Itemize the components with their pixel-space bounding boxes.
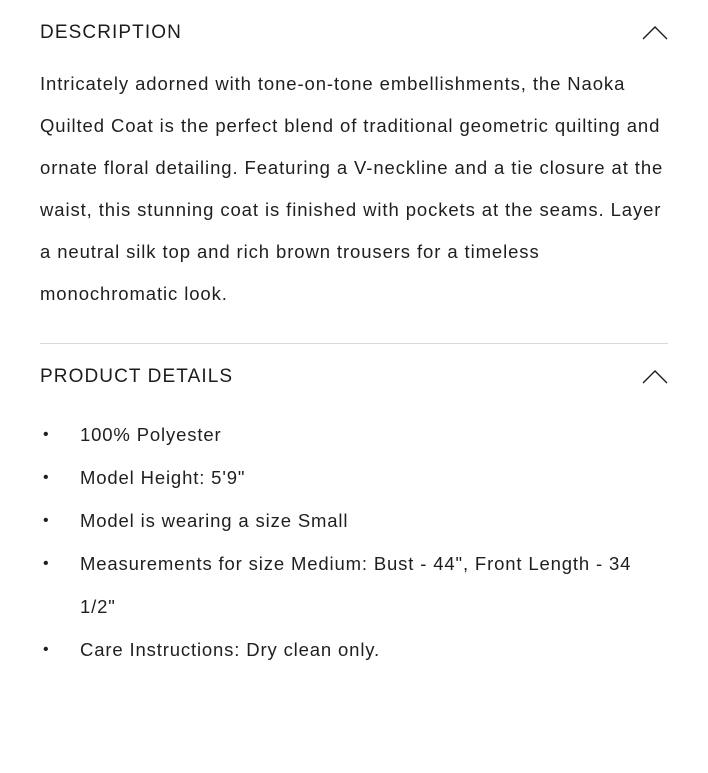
- list-item: [40, 499, 668, 542]
- list-item-label: Model is wearing a size Small: [80, 509, 349, 531]
- list-item-label: Care Instructions: Dry clean only.: [80, 638, 380, 660]
- description-section: [40, 0, 668, 333]
- product-details-section-body: [40, 413, 668, 689]
- description-section-title: DESCRIPTION: [40, 22, 182, 43]
- chevron-up-icon[interactable]: [642, 369, 668, 385]
- product-details-section-header[interactable]: [40, 344, 668, 399]
- product-details-section-title: PRODUCT DETAILS: [40, 365, 234, 387]
- list-item: [40, 542, 668, 628]
- list-item-label: Model Height: 5'9": [80, 466, 246, 488]
- bullet-glyph: •: [43, 640, 50, 658]
- product-details-section: [40, 344, 668, 689]
- chevron-up-icon[interactable]: [642, 25, 668, 41]
- description-section-body: [40, 63, 668, 333]
- bullet-glyph: •: [43, 468, 50, 486]
- description-section-header[interactable]: [40, 0, 668, 55]
- list-item: [40, 456, 668, 499]
- list-item-label: 100% Polyester: [80, 423, 222, 445]
- bullet-glyph: •: [43, 554, 50, 572]
- product-details-list: [40, 413, 668, 671]
- list-item: [40, 413, 668, 456]
- bullet-glyph: •: [43, 511, 50, 529]
- list-item-label: Measurements for size Medium: Bust - 44", Front Length - 34 1/2": [80, 552, 632, 617]
- list-item: [40, 628, 668, 671]
- description-text: Intricately adorned with tone-on-tone embellishments, the Naoka Quilted Coat is the perfect blend of traditional geometric quilting and ornate floral detailing. Featuring a V-neckline and a tie closure at the waist, this stunning coat is finished with pockets at the seams. Layer a neutral silk top and rich brown trousers for a timeless monochromatic look.: [40, 72, 664, 304]
- bullet-glyph: •: [43, 425, 50, 443]
